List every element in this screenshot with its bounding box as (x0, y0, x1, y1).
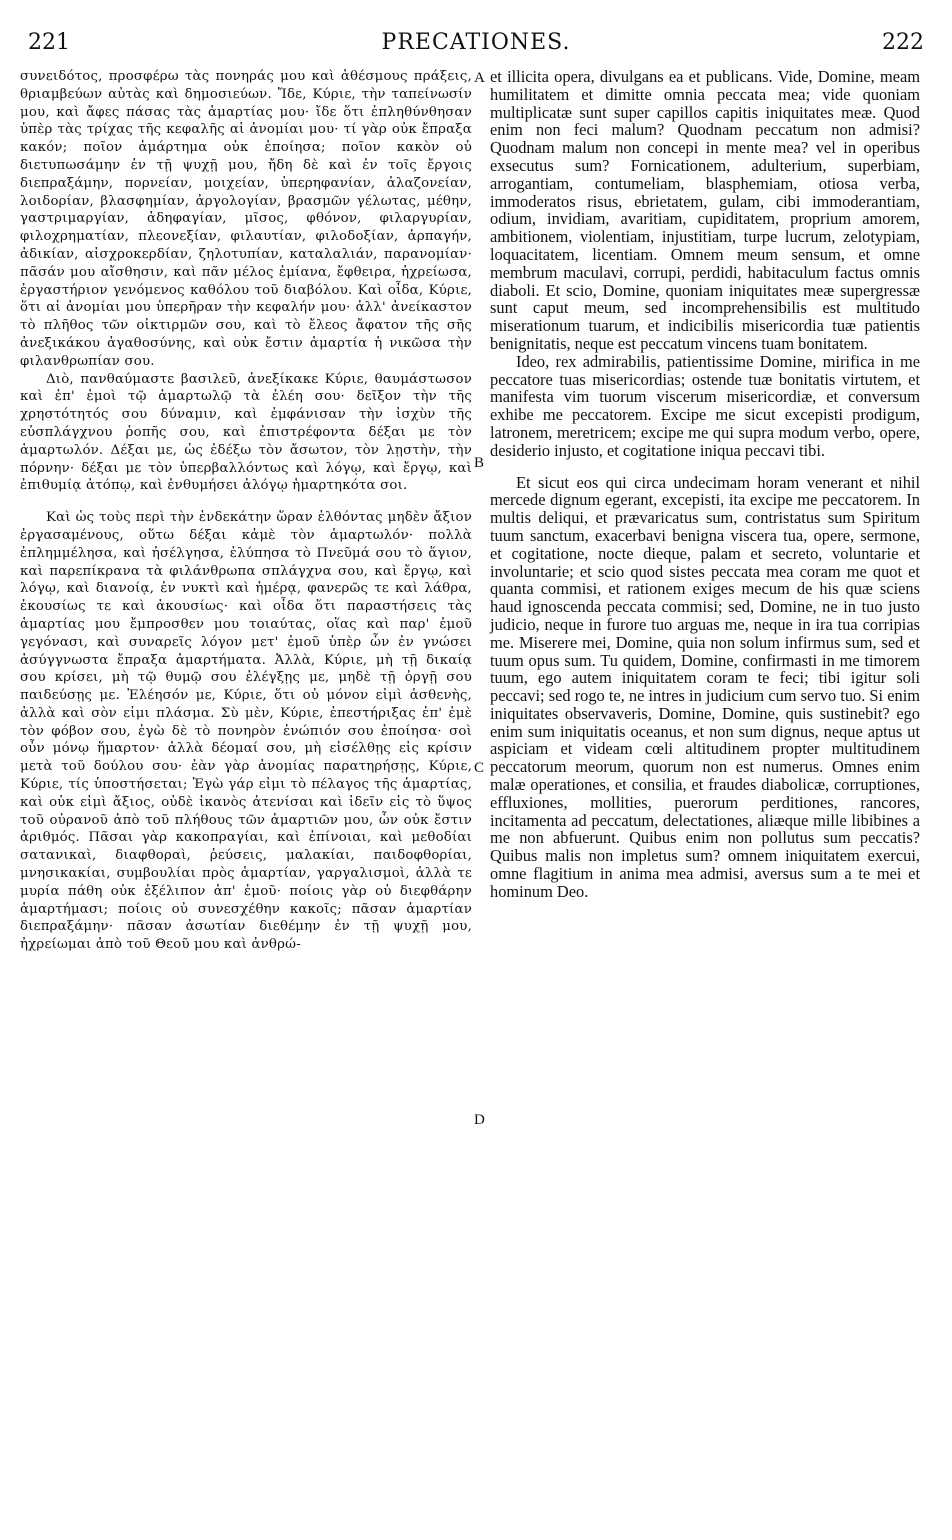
latin-paragraph-2: Ideo, rex admirabilis, patientissime Domine, mirifica in me peccatore tuas misericordias; ostende tuæ bonitatis virtutem, et manifesta vim tuorum viscerum misericordiæ, et conversum exhibe me peccatorem. Excipe me sicut excepisti prodigum, latronem, meretricem; excipe me qui supra modum verbo, opere, desiderio injusto, et cogitatione iniqua peccavi tibi. (490, 351, 920, 460)
latin-column (490, 68, 920, 901)
greek-paragraph-3: Καὶ ὡς τοὺς περὶ τὴν ἑνδεκάτην ὥραν ἐλθόντας μηδὲν ἄξιον ἐργασαμένους, οὕτω δέξαι κἀμὲ τὸν ἁμαρτωλόν· πολλὰ ἐπλημμέλησα, καὶ ἠσέλγησα, ἐλύπησα τὸ Πνεῦμά σου τὸ ἅγιον, καὶ παρεπίκρανα τὰ φιλάνθρωπα σπλάγχνα σου, καὶ ἔργῳ, καὶ λόγῳ, καὶ διανοίᾳ, ἐν νυκτὶ καὶ ἡμέρᾳ, φανερῶς τε καὶ λάθρα, ἑκουσίως τε καὶ ἀκουσίως· καὶ οἶδα ὅτι παραστήσεις τὰς ἁμαρτίας μου ἔμπροσθεν μου τοιαύτας, οἵας καὶ παρ' ἐμοῦ γεγόνασι, καὶ συναρεῖς λόγον μετ' ἐμοῦ ὑπὲρ ὧν ἐν γνώσει ἀσύγγνωστα ἔπραξα ἁμαρτήματα. Ἀλλὰ, Κύριε, μὴ τῇ δικαίᾳ σου κρίσει, μὴ τῷ θυμῷ σου ἐλέγξῃς με, μηδὲ τῇ ὀργῇ σου παιδεύσῃς με. Ἐλέησόν με, Κύριε, ὅτι οὐ μόνον εἰμὶ ἀσθενὴς, ἀλλὰ καὶ σὸν εἰμι πλάσμα. Σὺ μὲν, Κύριε, ἐπεστήριξας ἐπ' ἐμὲ τὸν φόβον σου, ἐγὼ δὲ τὸ πονηρὸν ἐνώπιόν σου ἐποίησα· σοὶ οὖν μόνῳ ἥμαρτον· ἀλλὰ δέομαί σου, μὴ εἰσέλθῃς εἰς κρίσιν μετὰ τοῦ δούλου σου· ἐὰν γὰρ ἀνομίας παρατηρήσῃς, Κύριε, Κύριε, τίς ὑποστήσεται; Ἐγὼ γάρ εἰμι τὸ πέλαγος τῆς ἁμαρτίας, καὶ οὐκ εἰμὶ ἄξιος, οὐδὲ ἱκανὸς ἀτενίσαι καὶ ἰδεῖν εἰς τὸ ὕψος τοῦ οὐρανοῦ ἀπὸ τοῦ πλήθους τῶν ἁμαρτιῶν μου, ὧν οὐκ ἔστιν ἀριθμός. Πᾶσαι γὰρ κακοπραγίαι, καὶ ἐπίνοιαι, καὶ μεθοδίαι σατανικαὶ, διαφθοραὶ, ῥεύσεις, μαλακίαι, παιδοφθορίαι, μνησικακίαι, συμβουλίαι πρὸς ἁμαρτίαν, γαργαλισμοὶ, ἀλλὰ τε μυρία πάθη οὐκ ἐξέλιπον ἀπ' ἐμοῦ· ποίοις γὰρ οὐ διεφθάρην ἁμαρτήμασι; ποίοις οὐ συνεσχέθην κακοῖς; πᾶσαν ἁμαρτίαν διεπραξάμην· πᾶσαν ἀσωτίαν διεθέμην ἐν τῇ ψυχῇ μου, ἠχρείωμαι ἀπὸ τοῦ Θεοῦ μου καὶ ἀνθρώ- (20, 510, 472, 953)
latin-paragraph-3: Et sicut eos qui circa undecimam horam venerant et nihil mercede dignum egerant, excepisti, ita excipe me peccatorem. In multis deliqui, et prævaricatus sum, contristatus sum Spiritum tuum sanctum, exacerbavi benigna viscera tua, opere, sermone, et cogitatione, nocte dieque, palam et secreto, voluntarie et involuntarie; et scio quod sistes peccata mea coram me quot et quanta commisi, et rationem exiges mecum de his quæ sciens haud ignoscenda peccata commisi; sed, Domine, ne in tuo justo judicio, neque in furore tuo arguas me, neque in ira tua corripias me. Miserere mei, Domine, quia non solum infirmus sum, sed et tuum opus sum. Tu quidem, Domine, confirmasti in me timorem tuum, ego autem iniquitatem coram te feci; tibi igitur soli peccavi; sed rogo te, ne intres in judicium cum servo tuo. Si enim iniquitates observaveris, Domine, Domine, quis sustinebit? ego enim sum iniquitatis oceanus, et non sum dignus, neque aptus ut aspiciam et videam cœli altitudinem propter multitudinem peccatorum meorum, quorum non est numerus. Omnes enim malæ operationes, et consilia, et fraudes diabolicæ, corruptiones, effluxiones, mollities, puerorum perditiones, rancores, incitamenta ad peccatum, delectationes, aliæque mille libibines a me non abfuerunt. Quibus enim non pollutus sum peccatis? Quibus malis non impletus sum? omnem iniquitatem exercui, omne flagitium in anima mea admisi, aversus sum a te mei et hominum Deo. (490, 472, 920, 901)
section-marker-a: A (474, 70, 485, 86)
section-marker-d: D (474, 1112, 485, 1128)
greek-paragraph-1: συνειδότος, προσφέρω τὰς πονηράς μου καὶ ἀθέσμους πράξεις, θριαμβεύων αὐτὰς καὶ δημοσιεύων. Ἴδε, Κύριε, τὴν ταπείνωσίν μου, καὶ ἄφες πάσας τὰς ἁμαρτίας μου· ἴδε ὅτι ἐπληθύνθησαν ὑπὲρ τὰς τρίχας τῆς κεφαλῆς αἱ ἀνομίαι μου· τί γὰρ οὐκ ἔπραξα κακόν; ποῖον ἁμάρτημα οὐκ ἐποίησα; ποῖον κακὸν οὐ διετυπωσάμην ἐν τῇ ψυχῇ μου, ἤδη δὲ καὶ ἐν τοῖς ἔργοις διεπραξάμην, πορνείαν, μοιχείαν, ὑπερηφανίαν, ἀλαζονείαν, λοιδορίαν, βλασφημίαν, ἀργολογίαν, βρασμῶν γέλωτας, μέθην, γαστριμαργίαν, ἀδηφαγίαν, μῖσος, φθόνον, φιλαργυρίαν, φιλοχρηματίαν, πλεονεξίαν, φιλαυτίαν, φιλοδοξίαν, ἁρπαγήν, ἀδικίαν, αἰσχροκερδίαν, ζηλοτυπίαν, καταλαλιάν, παρανομίαν· πᾶσάν μου αἴσθησιν, καὶ πᾶν μέλος ἐμίανα, ἔφθειρα, ἠχρείωσα, ἐργαστήριον γενόμενος καθόλου τοῦ διαβόλου. Καὶ οἶδα, Κύριε, ὅτι αἱ ἀνομίαι μου ὑπερῆραν τὴν κεφαλήν μου· ἀλλ' ἀνείκαστον τὸ πλῆθος τῶν οἰκτιρμῶν σου, καὶ τὸ ἔλεος ἄφατον τῆς σῆς ἀνεξικάκου ἀγαθοσύνης, καὶ οὐκ ἔστιν ἁμαρτία ἡ νικῶσα τὴν φιλανθρωπίαν σου. (20, 69, 472, 369)
page-header (28, 30, 924, 70)
left-page-number: 221 (28, 30, 70, 55)
greek-column (20, 68, 472, 954)
running-title: PRECATIONES. (381, 30, 571, 55)
latin-paragraph-1: et illicita opera, divulgans ea et publicans. Vide, Domine, meam humilitatem et dimitte omnia peccata mea; vide quoniam multiplicatæ sunt super capillos capitis iniquitates meæ. Quod enim non feci malum? Quodnam peccatum non admisi? Quodnam malum non concepi in mente mea? vel in operibus exsecutus sum? Fornicationem, adulterium, superbiam, arrogantiam, contumeliam, blasphemiam, otiosa verba, immoderatos risus, ebrietatem, gulam, cibi immoderantiam, odium, invidiam, avaritiam, cupiditatem, proprium amorem, ambitionem, violentiam, injustitiam, turpe lucrum, zelotypiam, loquacitatem, licentiam. Omnem meum sensum, et omne membrum maculavi, corrupi, perdidi, habitaculum factus omnis diaboli. Et scio, Domine, quoniam iniquitates meæ supergressæ sunt caput meum, sed incomprehensibilis est multitudo miserationum tuarum, et indicibilis misericordia tuæ patientis benignitatis, neque est peccatum vincens tuam bonitatem. (490, 67, 920, 353)
right-page-number: 222 (882, 30, 924, 55)
greek-paragraph-2: Διὸ, πανθαύμαστε βασιλεῦ, ἀνεξίκακε Κύριε, θαυμάστωσον καὶ ἐπ' ἐμοὶ τῷ ἁμαρτωλῷ τὰ ἐλέη σου· δεῖξον τὴν τῆς χρηστότητός σου δύναμιν, καὶ ἐμφάνισαν τὴν ἰσχὺν τῆς εὐσπλάγχνου ῥοπῆς σου, καὶ ἐπιστρέφοντα δέξαι με τὸν ἁμαρτωλόν. Δέξαι με, ὡς ἐδέξω τὸν ἄσωτον, τὸν λῃστὴν, τὴν πόρνην· δέξαι με τὸν ὑπερβαλλόντως καὶ λόγῳ, καὶ ἔργῳ, καὶ ἐπιθυμίᾳ ἀτόπῳ, καὶ ἐνθυμήσει ἀλόγῳ ἡμαρτηκότα σοι. (20, 371, 472, 494)
section-marker-b: B (474, 455, 485, 471)
section-marker-c: C (474, 760, 485, 776)
